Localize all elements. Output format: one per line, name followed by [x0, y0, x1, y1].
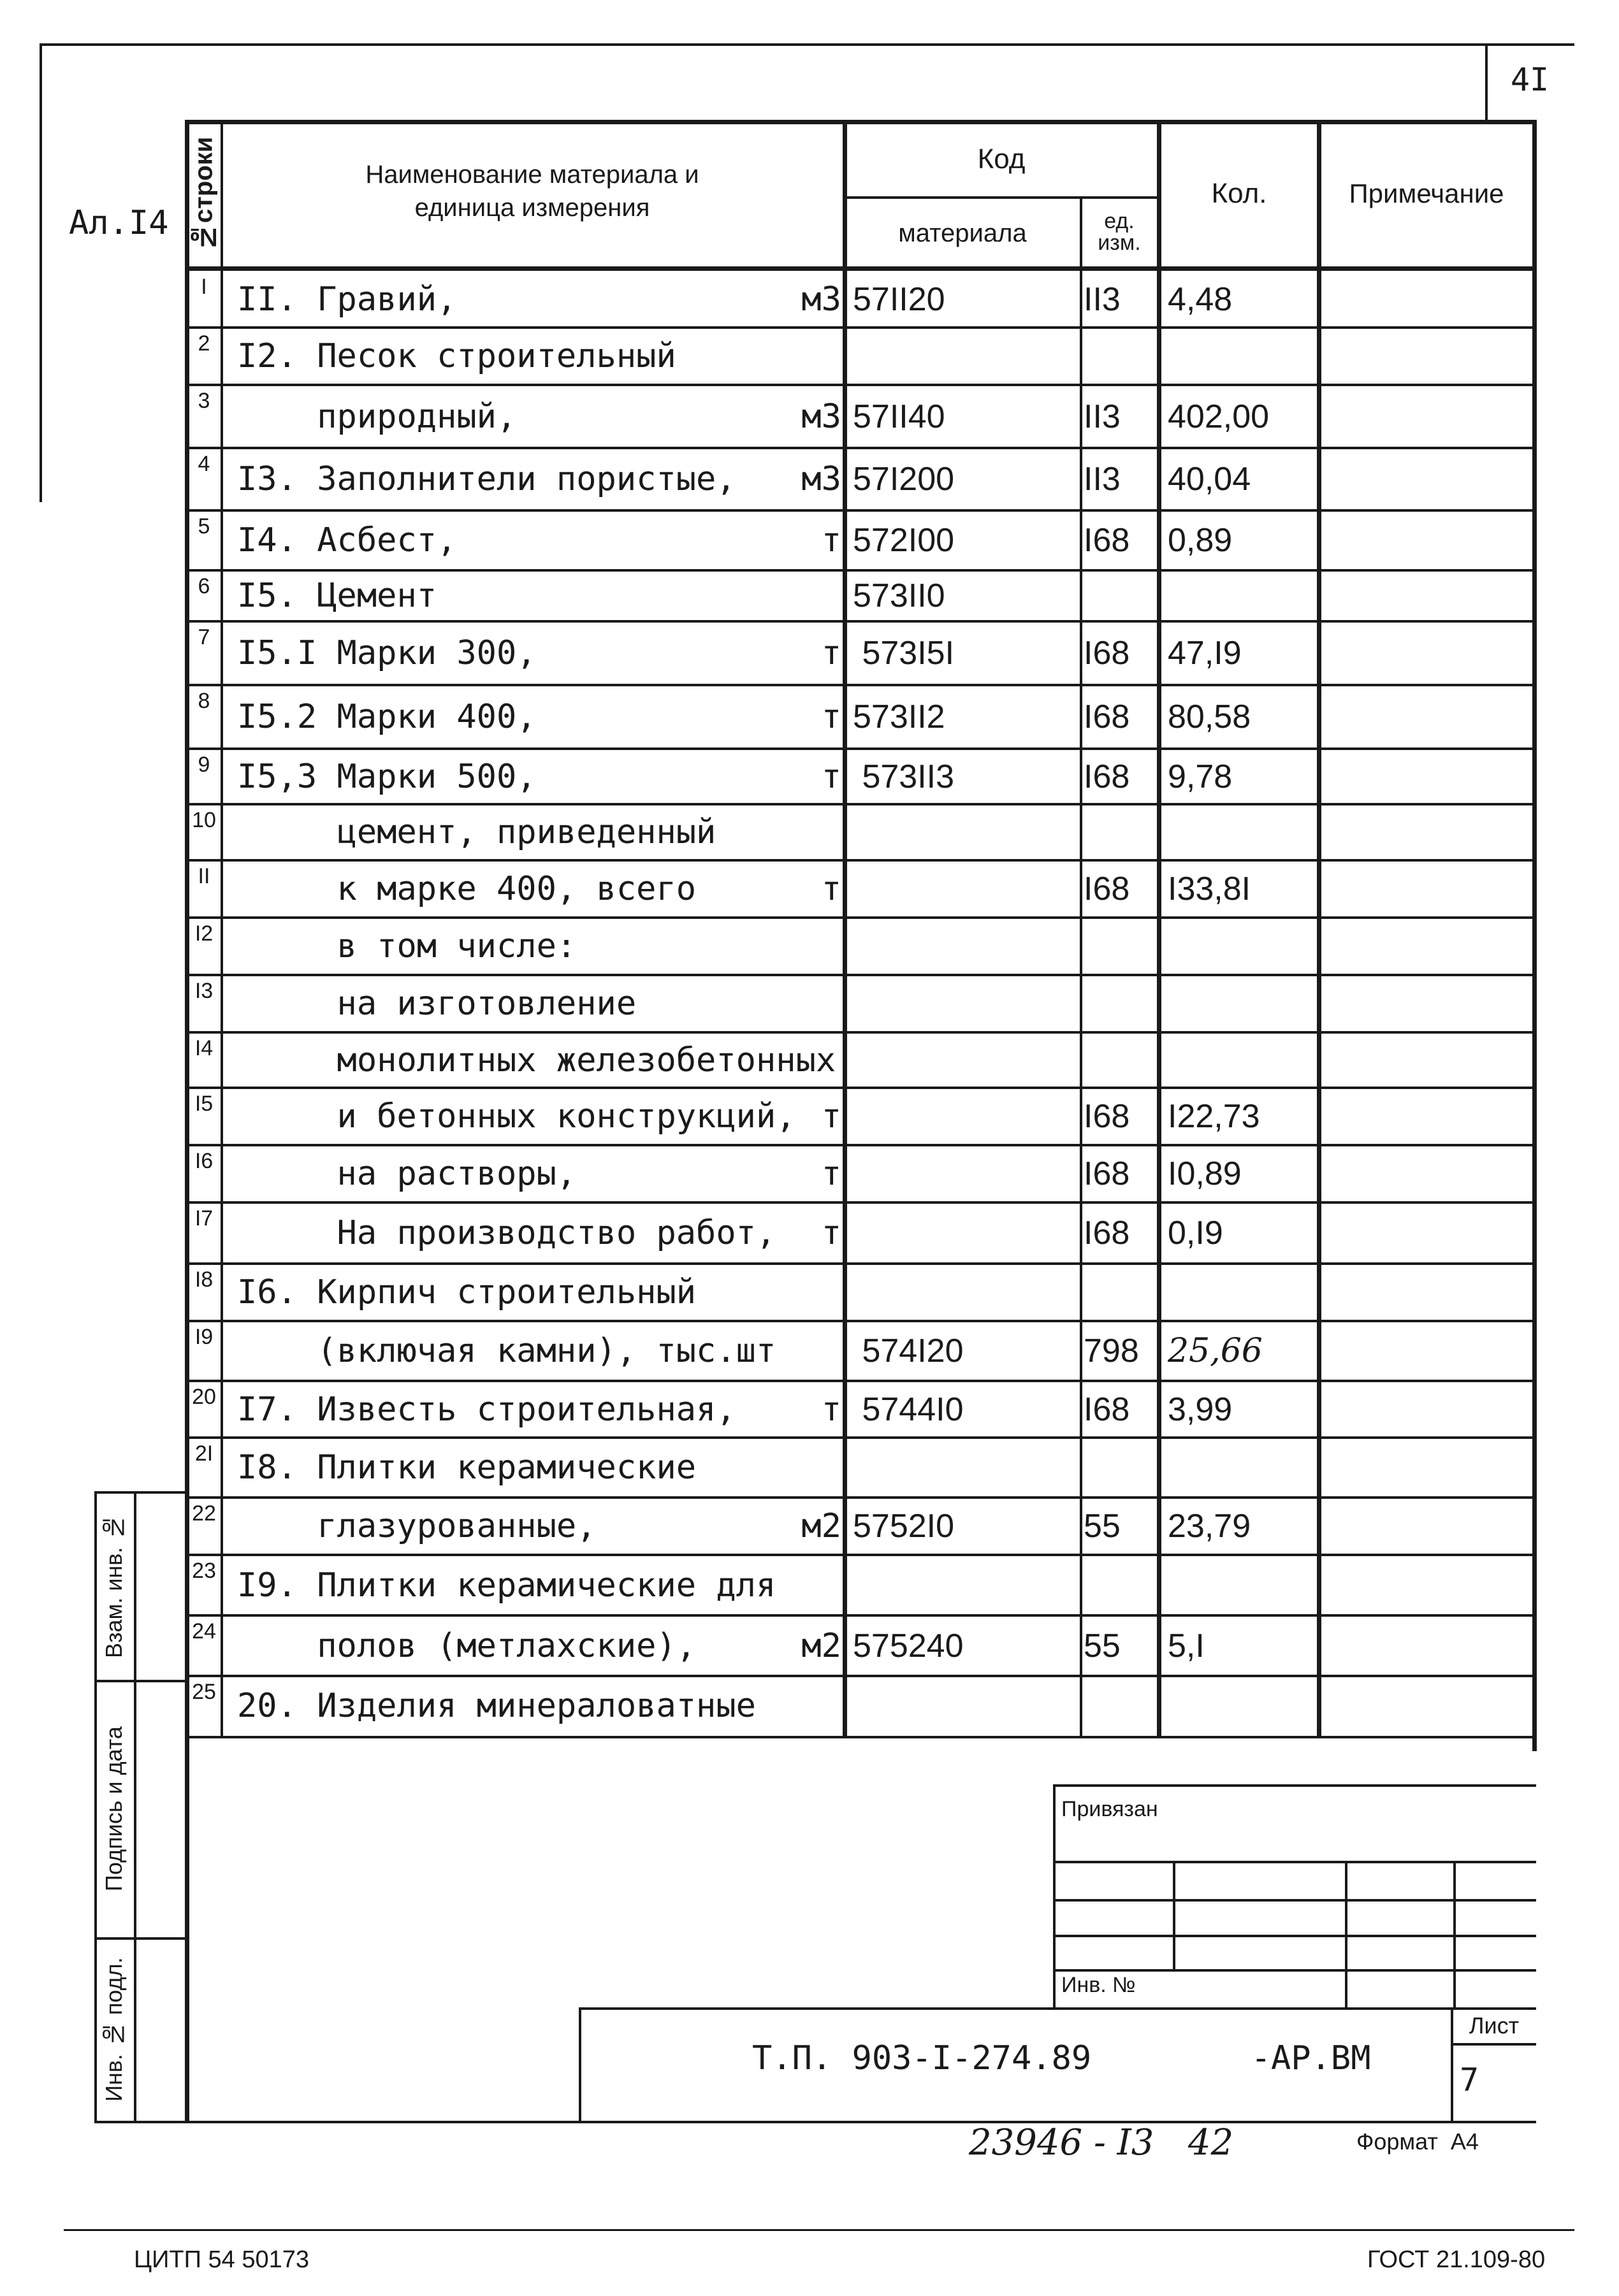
material-name: (включая камни), тыс.шт [237, 1332, 776, 1370]
material-name: монолитных железобетонных [237, 1041, 836, 1079]
row-number: 5 [198, 514, 210, 538]
quantity [1168, 1438, 1314, 1498]
footer-handwritten-number: 23946 - I3 42 [969, 2122, 1234, 2163]
row-number: I2 [194, 921, 214, 946]
row-number: 8 [198, 689, 210, 713]
quantity: 9,78 [1168, 758, 1233, 795]
material-name: I7. Известь строительная, [237, 1390, 736, 1429]
material-name: На производство работ, [237, 1214, 776, 1252]
material-code: 5752I0 [853, 1508, 955, 1545]
material-name: I6. Кирпич строительный [237, 1273, 697, 1311]
row-number: 25 [192, 1680, 216, 1704]
footer-citp: ЦИТП 54 50173 [134, 2246, 309, 2273]
material-code: 573II2 [853, 698, 945, 735]
unit: т [821, 1097, 841, 1136]
material-name: I3. Заполнители пористые, [237, 460, 736, 498]
quantity [1168, 975, 1314, 1032]
material-name: I8. Плитки керамические [237, 1448, 697, 1487]
quantity: 402,00 [1168, 398, 1270, 435]
unit-code: I68 [1084, 758, 1130, 795]
quantity [1168, 1555, 1314, 1615]
quantity: I0,89 [1168, 1155, 1242, 1192]
material-code: 5744I0 [853, 1390, 964, 1428]
quantity [1168, 570, 1314, 621]
quantity: 0,I9 [1168, 1215, 1223, 1252]
sheet-label: Ал.I4 [69, 204, 169, 242]
row-number: 3 [198, 389, 210, 413]
row-number: I6 [194, 1149, 214, 1173]
material-name: в том числе: [237, 927, 577, 965]
material-name: I4. Асбест, [237, 521, 457, 560]
unit-code [1084, 570, 1155, 621]
unit-code: II3 [1084, 461, 1121, 498]
unit-code: I68 [1084, 522, 1130, 559]
material-name: на растворы, [237, 1155, 577, 1193]
unit-code: I68 [1084, 1155, 1130, 1192]
quantity [1168, 1676, 1314, 1736]
unit-code [1084, 975, 1155, 1032]
unit: т [821, 1214, 841, 1252]
material-code: 575240 [853, 1627, 964, 1664]
unit: т [821, 698, 841, 736]
unit [771, 975, 845, 1032]
quantity: 5,I [1168, 1627, 1205, 1664]
header-material: материала [898, 219, 1027, 247]
unit [771, 1438, 845, 1498]
quantity: 23,79 [1168, 1508, 1251, 1545]
unit: м2 [801, 1507, 841, 1545]
row-number: 22 [192, 1501, 216, 1526]
unit [771, 1321, 845, 1381]
material-code [853, 1032, 1076, 1088]
material-name: II. Гравий, [237, 280, 457, 319]
unit-code [1084, 1032, 1155, 1088]
page-number: 4I [1510, 61, 1550, 98]
material-name: цемент, приведенный [237, 813, 716, 851]
material-name: к марке 400, всего [237, 870, 697, 908]
unit [771, 1032, 845, 1088]
row-number: I8 [194, 1267, 214, 1292]
material-name: I5,3 Марки 500, [237, 757, 537, 796]
row-number: 4 [198, 452, 210, 476]
unit-code [1084, 1676, 1155, 1736]
unit: т [821, 521, 841, 560]
row-number: I5 [194, 1092, 214, 1116]
row-number: 20 [192, 1385, 216, 1409]
unit-code: I68 [1084, 698, 1130, 735]
unit-code [1084, 918, 1155, 975]
quantity [1168, 328, 1314, 385]
unit-code: I68 [1084, 635, 1130, 672]
row-number: 10 [192, 808, 216, 832]
material-code: 574I20 [853, 1332, 964, 1369]
row-number: I [201, 275, 207, 299]
unit [771, 1555, 845, 1615]
unit-code [1084, 1438, 1155, 1498]
row-number: 24 [192, 1619, 216, 1643]
row-number: 7 [198, 625, 210, 649]
material-code [853, 1555, 1076, 1615]
header-quantity: Кол. [1211, 178, 1267, 209]
unit-code: I68 [1084, 1390, 1130, 1428]
quantity [1168, 918, 1314, 975]
material-code [853, 918, 1076, 975]
material-name: I5. Цемент [237, 577, 437, 615]
material-code [853, 1264, 1076, 1321]
unit-code [1084, 328, 1155, 385]
unit [771, 1676, 845, 1736]
material-name: глазурованные, [237, 1507, 597, 1545]
stamp-privyazan: Привязан [1061, 1797, 1158, 1821]
unit-code: II3 [1084, 280, 1121, 318]
unit-code: II3 [1084, 398, 1121, 435]
stamp-list-value: 7 [1460, 2061, 1479, 2098]
unit-code [1084, 1555, 1155, 1615]
unit-code: 798 [1084, 1332, 1139, 1369]
material-code [853, 328, 1076, 385]
unit: т [821, 1155, 841, 1193]
quantity: I33,8I [1168, 870, 1251, 907]
material-name: I9. Плитки керамические для [237, 1566, 776, 1605]
unit: т [821, 757, 841, 796]
material-name: на изготовление [237, 985, 637, 1023]
material-code [853, 1202, 1076, 1264]
side-label-podpis: Подпись и дата [101, 1726, 127, 1892]
unit [771, 328, 845, 385]
quantity: 40,04 [1168, 461, 1251, 498]
unit [771, 570, 845, 621]
row-number: I7 [194, 1206, 214, 1231]
material-code: 57II20 [853, 280, 945, 318]
material-code: 573II3 [853, 758, 955, 795]
row-number: 9 [198, 753, 210, 777]
quantity: 4,48 [1168, 280, 1233, 318]
material-code [853, 1676, 1076, 1736]
material-code [853, 1088, 1076, 1145]
header-code: Код [977, 143, 1026, 175]
footer-format: Формат А4 [1356, 2128, 1479, 2155]
quantity [1168, 804, 1314, 860]
material-code: 57II40 [853, 398, 945, 435]
material-name: полов (метлахские), [237, 1626, 697, 1665]
footer-gost: ГОСТ 21.109-80 [1367, 2246, 1546, 2273]
row-number: II [198, 864, 210, 888]
side-label-vzam: Взам. инв. № [101, 1514, 127, 1658]
unit-code: I68 [1084, 870, 1130, 907]
material-code [853, 860, 1076, 918]
quantity: I22,73 [1168, 1098, 1260, 1135]
material-code [853, 1145, 1076, 1202]
quantity [1168, 1032, 1314, 1088]
material-name: природный, [237, 397, 517, 436]
header-name: Наименование материала и единица измерения [365, 161, 699, 222]
unit: м3 [801, 397, 841, 436]
unit [771, 1264, 845, 1321]
header-row-number: №строки [189, 136, 218, 251]
row-number: 2I [194, 1441, 214, 1466]
unit-code [1084, 804, 1155, 860]
quantity: 80,58 [1168, 698, 1251, 735]
row-number: I3 [194, 979, 214, 1003]
header-unit-code: ед. изм. [1098, 209, 1141, 255]
unit-code: I68 [1084, 1215, 1130, 1252]
unit-code: I68 [1084, 1098, 1130, 1135]
material-name: и бетонных конструкций, [237, 1097, 796, 1136]
unit [771, 918, 845, 975]
stamp-list-label: Лист [1469, 2012, 1520, 2039]
row-number: I9 [194, 1325, 214, 1349]
row-number: 23 [192, 1559, 216, 1583]
row-number: 2 [198, 331, 210, 356]
stamp-designation: Т.П. 903-I-274.89 -АР.ВМ [752, 2039, 1371, 2077]
header-note: Примечание [1349, 178, 1504, 208]
material-name: I5.I Марки 300, [237, 634, 537, 672]
unit: т [821, 1390, 841, 1429]
material-name: I2. Песок строительный [237, 337, 676, 375]
material-name: I5.2 Марки 400, [237, 698, 537, 736]
material-code: 57I200 [853, 461, 955, 498]
unit-code: 55 [1084, 1627, 1121, 1664]
unit: м3 [801, 280, 841, 319]
material-code [853, 1438, 1076, 1498]
unit: т [821, 634, 841, 672]
side-label-inv-podl: Инв. № подл. [101, 1957, 127, 2102]
row-number: I4 [194, 1036, 214, 1060]
quantity: 47,I9 [1168, 635, 1242, 672]
unit-code [1084, 1264, 1155, 1321]
unit: м3 [801, 460, 841, 498]
material-code [853, 804, 1076, 860]
material-code: 573I5I [853, 635, 955, 672]
quantity: 0,89 [1168, 522, 1233, 559]
quantity [1168, 1264, 1314, 1321]
quantity: 3,99 [1168, 1390, 1233, 1428]
unit: т [821, 870, 841, 908]
stamp-inv-no: Инв. № [1061, 1973, 1136, 1997]
unit-code: 55 [1084, 1508, 1121, 1545]
row-number: 6 [198, 574, 210, 598]
material-code: 572I00 [853, 522, 955, 559]
unit [771, 804, 845, 860]
material-code: 573II0 [853, 577, 945, 614]
material-code [853, 975, 1076, 1032]
unit: м2 [801, 1626, 841, 1665]
material-name: 20. Изделия минераловатные [237, 1687, 756, 1725]
quantity: 25,66 [1168, 1332, 1263, 1370]
